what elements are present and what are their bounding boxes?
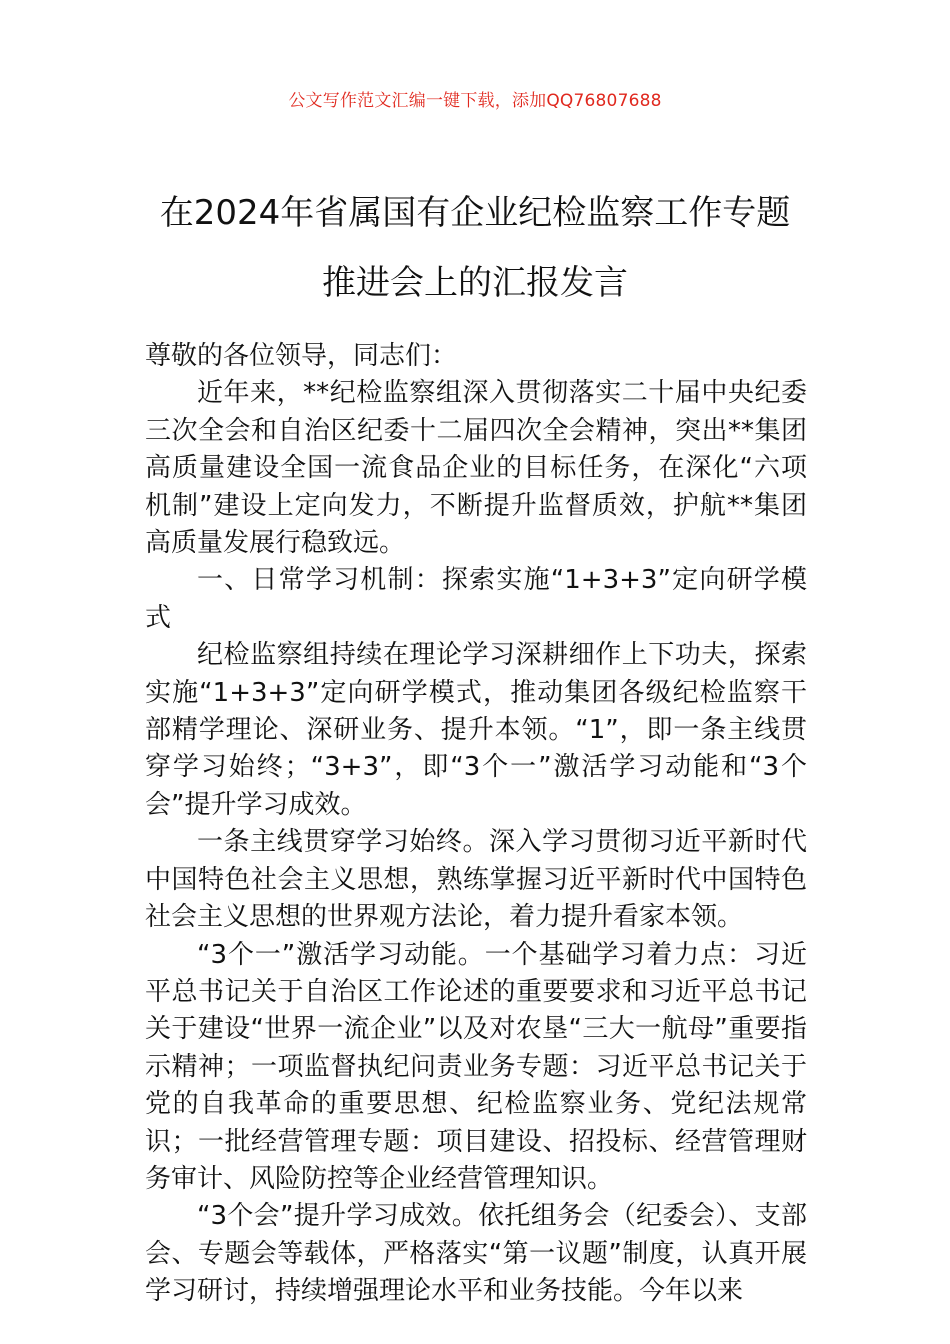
document-title [60, 178, 890, 318]
paragraph-intro: 近年来，**纪检监察组深入贯彻落实二十届中央纪委三次全会和自治区纪委十二届四次全会精神，突出**集团高质量建设全国一流食品企业的目标任务，在深化“六项机制”建设上定向发力，不断提升监督质效，护航**集团高质量发展行稳致远。 [145, 378, 807, 559]
download-notice: 公文写作范文汇编一键下载，添加QQ76807688 [288, 91, 662, 111]
paragraph-main-line: 一条主线贯穿学习始终。深入学习贯彻习近平新时代中国特色社会主义思想，熟练掌握习近平新时代中国特色社会主义思想的世界观方法论，着力提升看家本领。 [145, 827, 807, 933]
section-heading-1: 一、日常学习机制：探索实施“1+3+3”定向研学模式 [145, 565, 807, 633]
paragraph-three-ones: “3个一”激活学习动能。一个基础学习着力点：习近平总书记关于自治区工作论述的重要要求和习近平总书记关于建设“世界一流企业”以及对农垦“三大一航母”重要指示精神；一项监督执纪问责业务专题：习近平总书记关于党的自我革命的重要思想、纪检监察业务、党纪法规常识；一批经营管理专题：项目建设、招投标、经营管理财务审计、风险防控等企业经营管理知识。 [145, 939, 807, 1194]
title-line-2: 推进会上的汇报发言 [322, 263, 628, 303]
paragraph-study-model: 纪检监察组持续在理论学习深耕细作上下功夫，探索实施“1+3+3”定向研学模式，推动集团各级纪检监察干部精学理论、深研业务、提升本领。“1”，即一条主线贯穿学习始终；“3+3”，即“3个一”激活学习动能和“3个会”提升学习成效。 [145, 640, 807, 820]
paragraph-three-meetings: “3个会”提升学习成效。依托组务会（纪委会）、支部会、专题会等载体，严格落实“第一议题”制度，认真开展学习研讨，持续增强理论水平和业务技能。今年以来 [145, 1201, 807, 1307]
title-line-1: 在2024年省属国有企业纪检监察工作专题 [159, 193, 791, 233]
salutation: 尊敬的各位领导，同志们： [145, 341, 458, 371]
document-body [145, 338, 807, 1311]
